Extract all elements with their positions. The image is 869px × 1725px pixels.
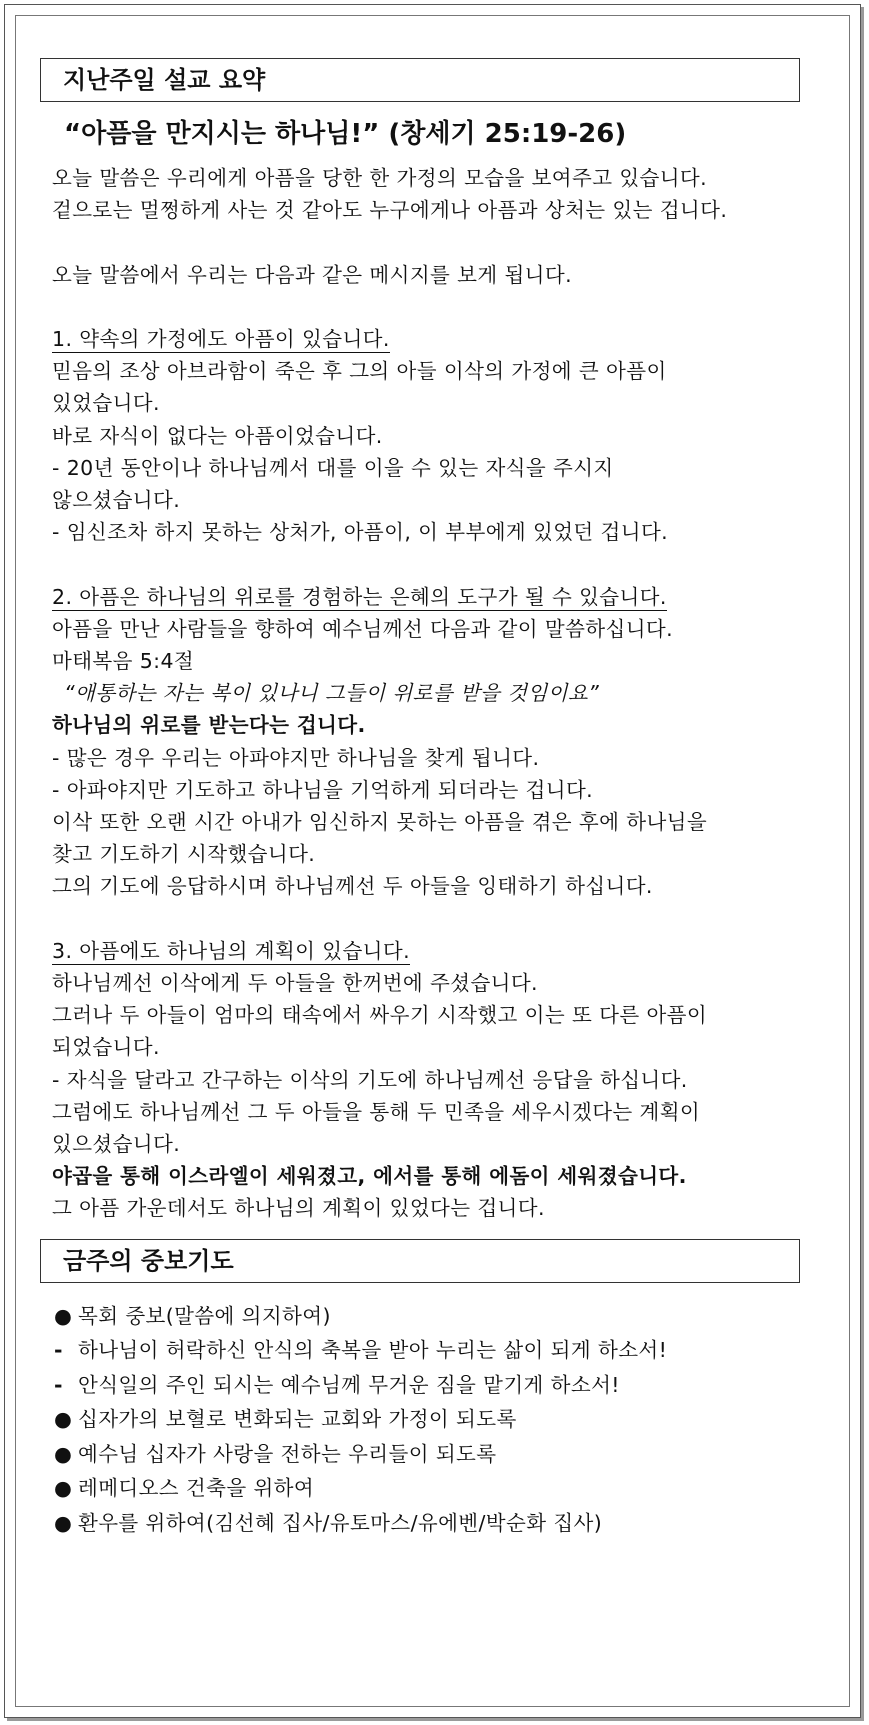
prayer-item-text: 예수님 십자가 사랑을 전하는 우리들이 되도록 [78,1441,497,1466]
point-heading [52,581,822,613]
prayer-item [54,1437,822,1472]
body-line: 바로 자식이 없다는 아픔이었습니다. [52,423,383,448]
prayer-item [54,1299,822,1334]
prayer-item [54,1506,822,1541]
body-line: 마태복음 5:4절 [52,649,195,673]
body-line: - 임신조차 하지 못하는 상처가, 아픔이, 이 부부에게 있었던 겁니다. [52,520,669,545]
bulletin-content [52,58,822,1540]
body-line: 있으셨습니다. [52,1132,181,1157]
body-line: - 20년 동안이나 하나님께서 대를 이을 수 있는 자식을 주시지 [52,455,614,480]
prayer-item-text: 하나님이 허락하신 안식의 축복을 받아 누리는 삶이 되게 하소서! [78,1338,668,1363]
dash-marker: - [54,1338,63,1363]
body-line: 그 아픔 가운데서도 하나님의 계획이 있었다는 겁니다. [52,1196,545,1221]
emphasis-line: 하나님의 위로를 받는다는 겁니다. [52,713,366,738]
point-heading-text: 2. 아픔은 하나님의 위로를 경험하는 은혜의 도구가 될 수 있습니다. [52,584,667,609]
prayer-item-text: 십자가의 보혈로 변화되는 교회와 가정이 되도록 [78,1407,517,1432]
body-line: 오늘 말씀은 우리에게 아픔을 당한 한 가정의 모습을 보여주고 있습니다. [52,166,708,190]
sermon-body [52,162,822,1225]
body-line: 겉으로는 멀쩡하게 사는 것 같아도 누구에게나 아픔과 상처는 있는 겁니다. [52,198,728,223]
point-heading-text: 3. 아픔에도 하나님의 계획이 있습니다. [52,938,410,963]
dash-marker: - [54,1372,63,1397]
sermon-summary-header: 지난주일 설교 요약 [40,58,800,102]
body-line: 되었습니다. [52,1035,160,1060]
prayer-item-text: 환우를 위하여(김선혜 집사/유토마스/유에벤/박순화 집사) [78,1510,603,1535]
point-heading [52,935,822,967]
body-line: 찾고 기도하기 시작했습니다. [52,842,316,867]
body-line: 믿음의 조상 아브라함이 죽은 후 그의 아들 이삭의 가정에 큰 아픔이 [52,359,667,384]
spacer [52,291,822,323]
prayer-item-text: 레메디오스 건축을 위하여 [78,1476,315,1501]
prayer-item [54,1402,822,1437]
spacer [52,903,822,935]
body-line: - 자식을 달라고 간구하는 이삭의 기도에 하나님께선 응답을 하십니다. [52,1067,688,1092]
prayer-item [54,1333,822,1368]
bullet-icon: ● [54,1303,73,1328]
body-line: 그럼에도 하나님께선 그 두 아들을 통해 두 민족을 세우시겠다는 계획이 [52,1099,701,1124]
bullet-icon: ● [54,1407,73,1432]
bullet-icon: ● [54,1441,73,1466]
body-line: - 많은 경우 우리는 아파야지만 하나님을 찾게 됩니다. [52,745,540,770]
scripture-quote: “애통하는 자는 복이 있나니 그들이 위로를 받을 것임이요” [64,681,600,706]
bullet-icon: ● [54,1510,73,1535]
body-line: 있었습니다. [52,391,160,416]
point-heading-text: 1. 약속의 가정에도 아픔이 있습니다. [52,326,390,351]
prayer-item-text: 안식일의 주인 되시는 예수님께 무거운 짐을 맡기게 하소서! [78,1372,620,1397]
body-line: 이삭 또한 오랜 시간 아내가 임신하지 못하는 아픔을 겪은 후에 하나님을 [52,810,708,835]
emphasis-line: 야곱을 통해 이스라엘이 세워졌고, 에서를 통해 에돔이 세워졌습니다. [52,1164,687,1189]
prayer-item-text: 목회 중보(말씀에 의지하여) [78,1303,331,1328]
prayer-item [54,1368,822,1403]
body-line: 아픔을 만난 사람들을 향하여 예수님께선 다음과 같이 말씀하십니다. [52,616,674,641]
spacer [52,226,822,258]
prayer-header: 금주의 중보기도 [40,1239,800,1283]
sermon-title: “아픔을 만지시는 하나님!” (창세기 25:19-26) [64,119,627,149]
prayer-list [54,1299,822,1541]
body-line: 그의 기도에 응답하시며 하나님께선 두 아들을 잉태하기 하십니다. [52,874,653,899]
bullet-icon: ● [54,1476,73,1501]
spacer [52,548,822,580]
body-line: 않으셨습니다. [52,488,181,512]
body-line: 하나님께선 이삭에게 두 아들을 한꺼번에 주셨습니다. [52,971,538,996]
body-line: 그러나 두 아들이 엄마의 태속에서 싸우기 시작했고 이는 또 다른 아픔이 [52,1003,708,1028]
point-heading [52,323,822,355]
body-line: - 아파야지만 기도하고 하나님을 기억하게 되더라는 겁니다. [52,777,594,802]
body-line: 오늘 말씀에서 우리는 다음과 같은 메시지를 보게 됩니다. [52,262,572,287]
prayer-item [54,1471,822,1506]
